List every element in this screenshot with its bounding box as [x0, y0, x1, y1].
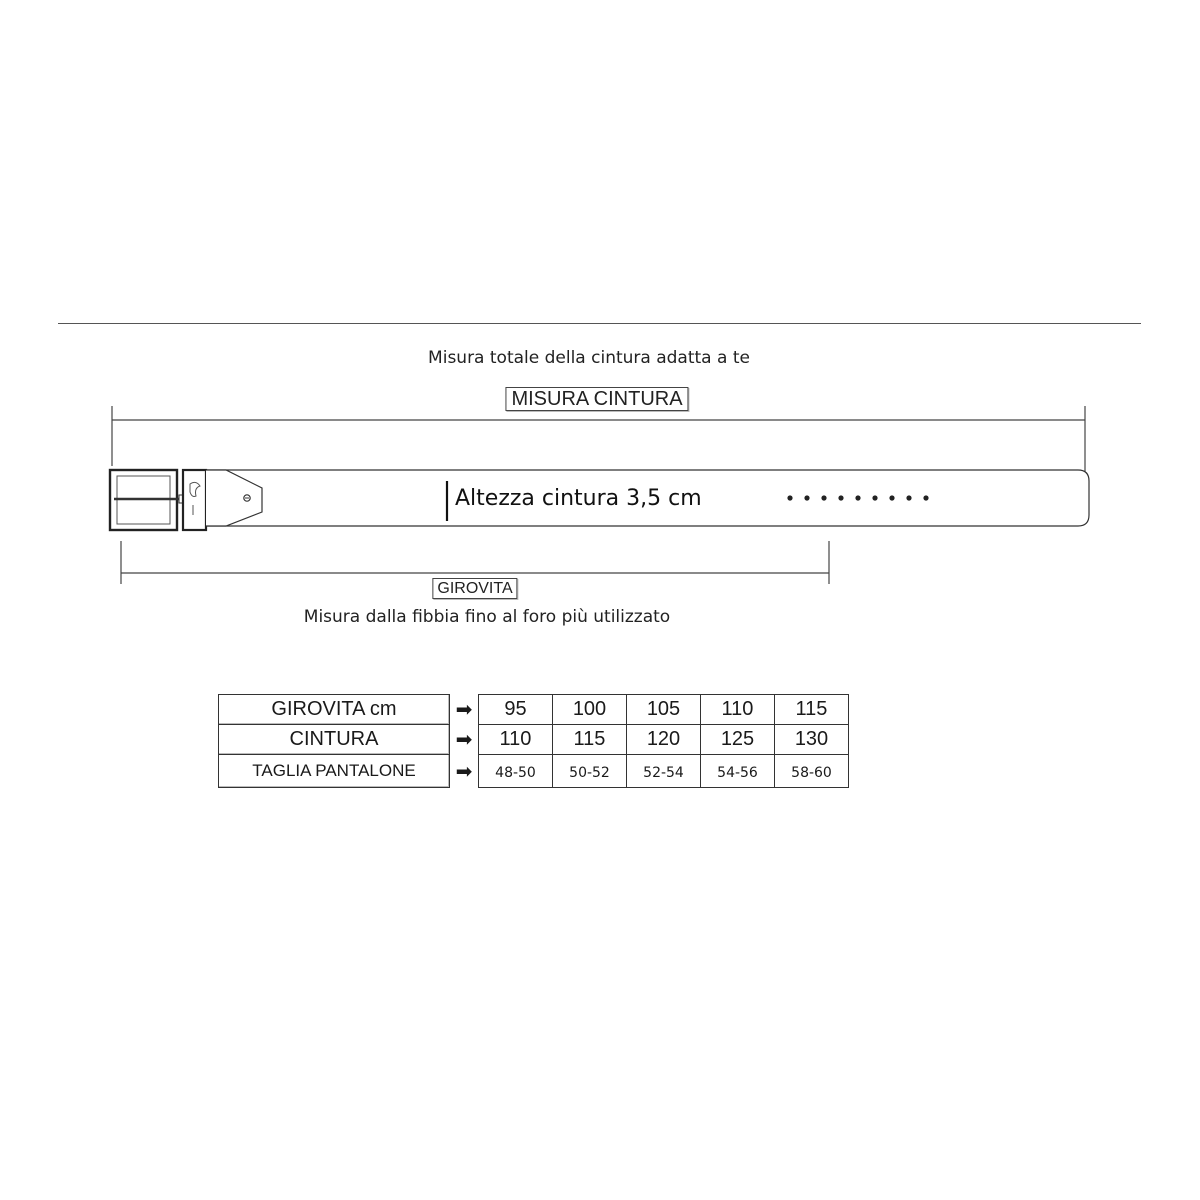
table-cell: 130 — [775, 725, 849, 755]
belt-hole — [872, 495, 877, 500]
belt-height-label: Altezza cintura 3,5 cm — [455, 486, 702, 511]
table-cell: 110 — [479, 725, 553, 755]
belt-hole — [804, 495, 809, 500]
belt-buckle-icon — [110, 470, 184, 530]
table-cell: 48-50 — [479, 755, 553, 788]
belt-hole — [906, 495, 911, 500]
row-header: CINTURA — [219, 725, 450, 755]
belt-hole — [838, 495, 843, 500]
table-cell: 120 — [627, 725, 701, 755]
table-cell: 54-56 — [701, 755, 775, 788]
arrow-right-icon: ➡ — [455, 699, 473, 721]
table-cell: 110 — [701, 695, 775, 725]
table-cell: 100 — [553, 695, 627, 725]
belt-holes — [787, 495, 928, 500]
table-cell: 105 — [627, 695, 701, 725]
belt-hole — [923, 495, 928, 500]
misura-cintura-label: MISURA CINTURA — [505, 387, 688, 411]
belt-hole — [855, 495, 860, 500]
belt-hole — [889, 495, 894, 500]
total-length-dimension — [112, 406, 1085, 474]
table-row — [219, 695, 849, 725]
belt-hole — [821, 495, 826, 500]
girovita-caption: Misura dalla fibbia fino al foro più utilizzato — [303, 607, 671, 627]
table-row — [219, 755, 849, 788]
arrow-right-icon: ➡ — [455, 729, 473, 751]
table-cell: 95 — [479, 695, 553, 725]
table-cell: 58-60 — [775, 755, 849, 788]
table-cell: 115 — [775, 695, 849, 725]
size-table — [218, 694, 849, 788]
row-header: GIROVITA cm — [219, 695, 450, 725]
table-cell: 125 — [701, 725, 775, 755]
arrow-right-icon: ➡ — [455, 760, 473, 783]
row-header: TAGLIA PANTALONE — [219, 755, 450, 788]
belt-keeper-icon — [183, 470, 206, 530]
table-cell: 115 — [553, 725, 627, 755]
girovita-label: GIROVITA — [432, 578, 517, 599]
belt-hole — [787, 495, 792, 500]
table-cell: 50-52 — [553, 755, 627, 788]
table-cell: 52-54 — [627, 755, 701, 788]
total-length-caption: Misura totale della cintura adatta a te — [428, 348, 750, 368]
table-row — [219, 725, 849, 755]
